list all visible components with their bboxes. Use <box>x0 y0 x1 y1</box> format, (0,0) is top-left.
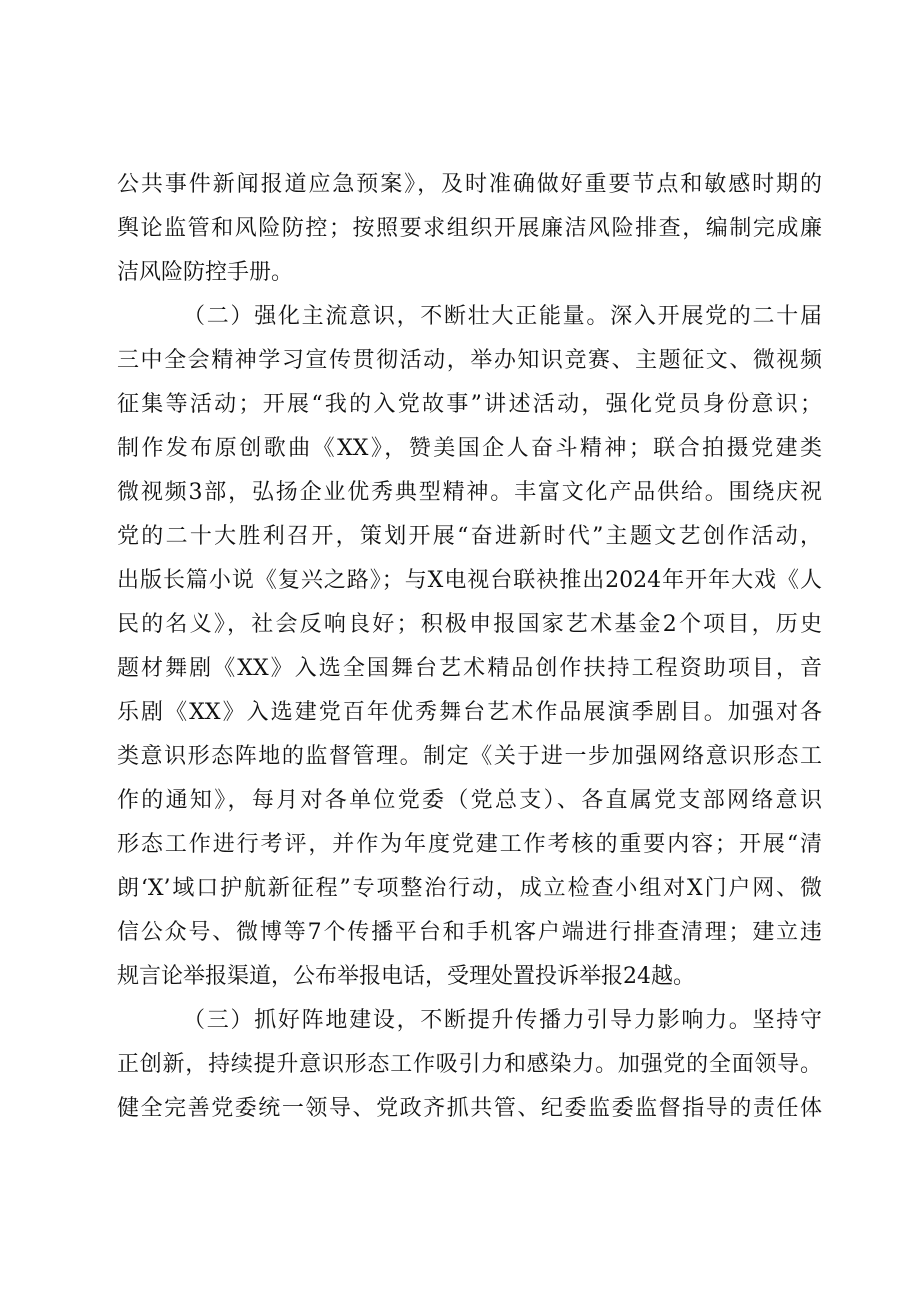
body-line: 制作发布原创歌曲《XX》，赞美国企人奋斗精神；联合拍摄党建类 <box>117 436 822 461</box>
body-line: 正创新，持续提升意识形态工作吸引力和感染力。加强党的全面领导。 <box>117 1052 822 1077</box>
body-line: 洁风险防控手册。 <box>117 260 294 285</box>
body-line: 公共事件新闻报道应急预案》，及时准确做好重要节点和敏感时期的 <box>117 172 822 197</box>
body-line: 信公众号、微博等7个传播平台和手机客户端进行排查清理；建立违 <box>117 920 822 945</box>
section-heading-line: （二）强化主流意识，不断壮大正能量。深入开展党的二十届 <box>183 304 822 329</box>
section-heading-line: （三）抓好阵地建设，不断提升传播力引导力影响力。坚持守 <box>183 1008 822 1033</box>
body-line: 党的二十大胜利召开，策划开展“奋进新时代”主题文艺创作活动， <box>117 524 822 549</box>
body-line: 微视频3部，弘扬企业优秀典型精神。丰富文化产品供给。围绕庆祝 <box>117 480 822 505</box>
body-line: 类意识形态阵地的监督管理。制定《关于进一步加强网络意识形态工 <box>117 744 822 769</box>
body-line: 健全完善党委统一领导、党政齐抓共管、纪委监委监督指导的责任体 <box>117 1096 822 1121</box>
body-line: 题材舞剧《XX》入选全国舞台艺术精品创作扶持工程资助项目，音 <box>117 656 822 681</box>
body-line: 规言论举报渠道，公布举报电话，受理处置投诉举报24越。 <box>117 964 695 989</box>
body-line: 作的通知》，每月对各单位党委（党总支）、各直属党支部网络意识 <box>117 788 822 813</box>
body-line: 三中全会精神学习宣传贯彻活动，举办知识竞赛、主题征文、微视频 <box>117 348 822 373</box>
body-line: 出版长篇小说《复兴之路》；与X电视台联袂推出2024年开年大戏《人 <box>117 568 822 593</box>
body-line: 朗‘X’域口护航新征程”专项整治行动，成立检查小组对X门户网、微 <box>117 876 822 901</box>
body-line: 舆论监管和风险防控；按照要求组织开展廉洁风险排查，编制完成廉 <box>117 216 822 241</box>
body-line: 征集等活动；开展“我的入党故事”讲述活动，强化党员身份意识； <box>117 392 822 417</box>
body-line: 民的名义》，社会反响良好；积极申报国家艺术基金2个项目，历史 <box>117 612 822 637</box>
body-line: 乐剧《XX》入选建党百年优秀舞台艺术作品展演季剧目。加强对各 <box>117 700 822 725</box>
body-line: 形态工作进行考评，并作为年度党建工作考核的重要内容；开展“清 <box>117 832 822 857</box>
